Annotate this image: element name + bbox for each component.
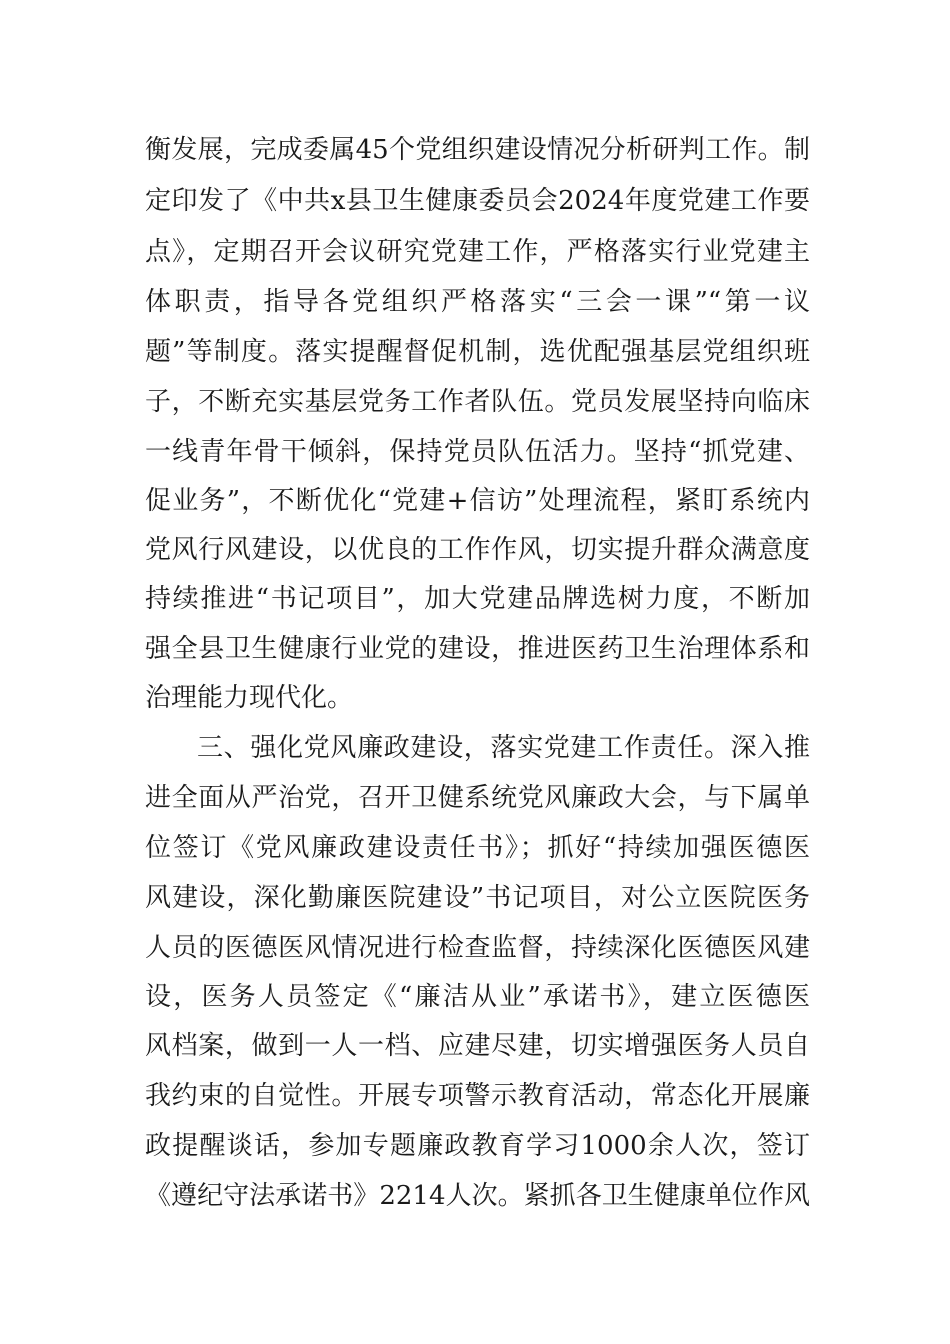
paragraph-line: 一线青年骨干倾斜，保持党员队伍活力。坚持“抓党建、: [145, 437, 810, 467]
paragraph-line: 持续推进“书记项目”，加大党建品牌选树力度，不断加: [145, 584, 810, 614]
paragraph-line: 进全面从严治党，召开卫健系统党风廉政大会，与下属单: [145, 783, 810, 813]
paragraph-line: 位签订《党风廉政建设责任书》；抓好“持续加强医德医: [145, 833, 810, 863]
paragraph-line: 三、强化党风廉政建设，落实党建工作责任。深入推: [197, 733, 810, 763]
paragraph-line: 定印发了《中共x县卫生健康委员会2024年度党建工作要: [145, 186, 810, 216]
paragraph-line: 子，不断充实基层党务工作者队伍。党员发展坚持向临床: [145, 387, 810, 417]
paragraph-line: 强全县卫生健康行业党的建设，推进医药卫生治理体系和: [145, 634, 810, 664]
paragraph-line: 设，医务人员签定《“廉洁从业”承诺书》，建立医德医: [145, 982, 810, 1012]
paragraph-line: 风建设，深化勤廉医院建设”书记项目，对公立医院医务: [145, 883, 810, 913]
paragraph-line: 党风行风建设，以优良的工作作风，切实提升群众满意度: [145, 535, 810, 565]
paragraph-line: 我约束的自觉性。开展专项警示教育活动，常态化开展廉: [145, 1081, 810, 1111]
paragraph-line: 治理能力现代化。: [145, 683, 354, 713]
paragraph-line: 《遵纪守法承诺书》2214人次。紧抓各卫生健康单位作风: [145, 1181, 810, 1211]
paragraph-line: 促业务”，不断优化“党建+信访”处理流程，紧盯系统内: [145, 486, 810, 516]
paragraph-line: 衡发展，完成委属45个党组织建设情况分析研判工作。制: [145, 135, 810, 165]
paragraph-line: 点》，定期召开会议研究党建工作，严格落实行业党建主: [145, 237, 810, 267]
paragraph-line: 体职责，指导各党组织严格落实“三会一课”“第一议: [145, 287, 810, 317]
paragraph-line: 人员的医德医风情况进行检查监督，持续深化医德医风建: [145, 933, 810, 963]
paragraph-line: 题”等制度。落实提醒督促机制，选优配强基层党组织班: [145, 337, 810, 367]
paragraph-line: 风档案，做到一人一档、应建尽建，切实增强医务人员自: [145, 1031, 810, 1061]
paragraph-line: 政提醒谈话，参加专题廉政教育学习1000余人次，签订: [145, 1131, 810, 1161]
